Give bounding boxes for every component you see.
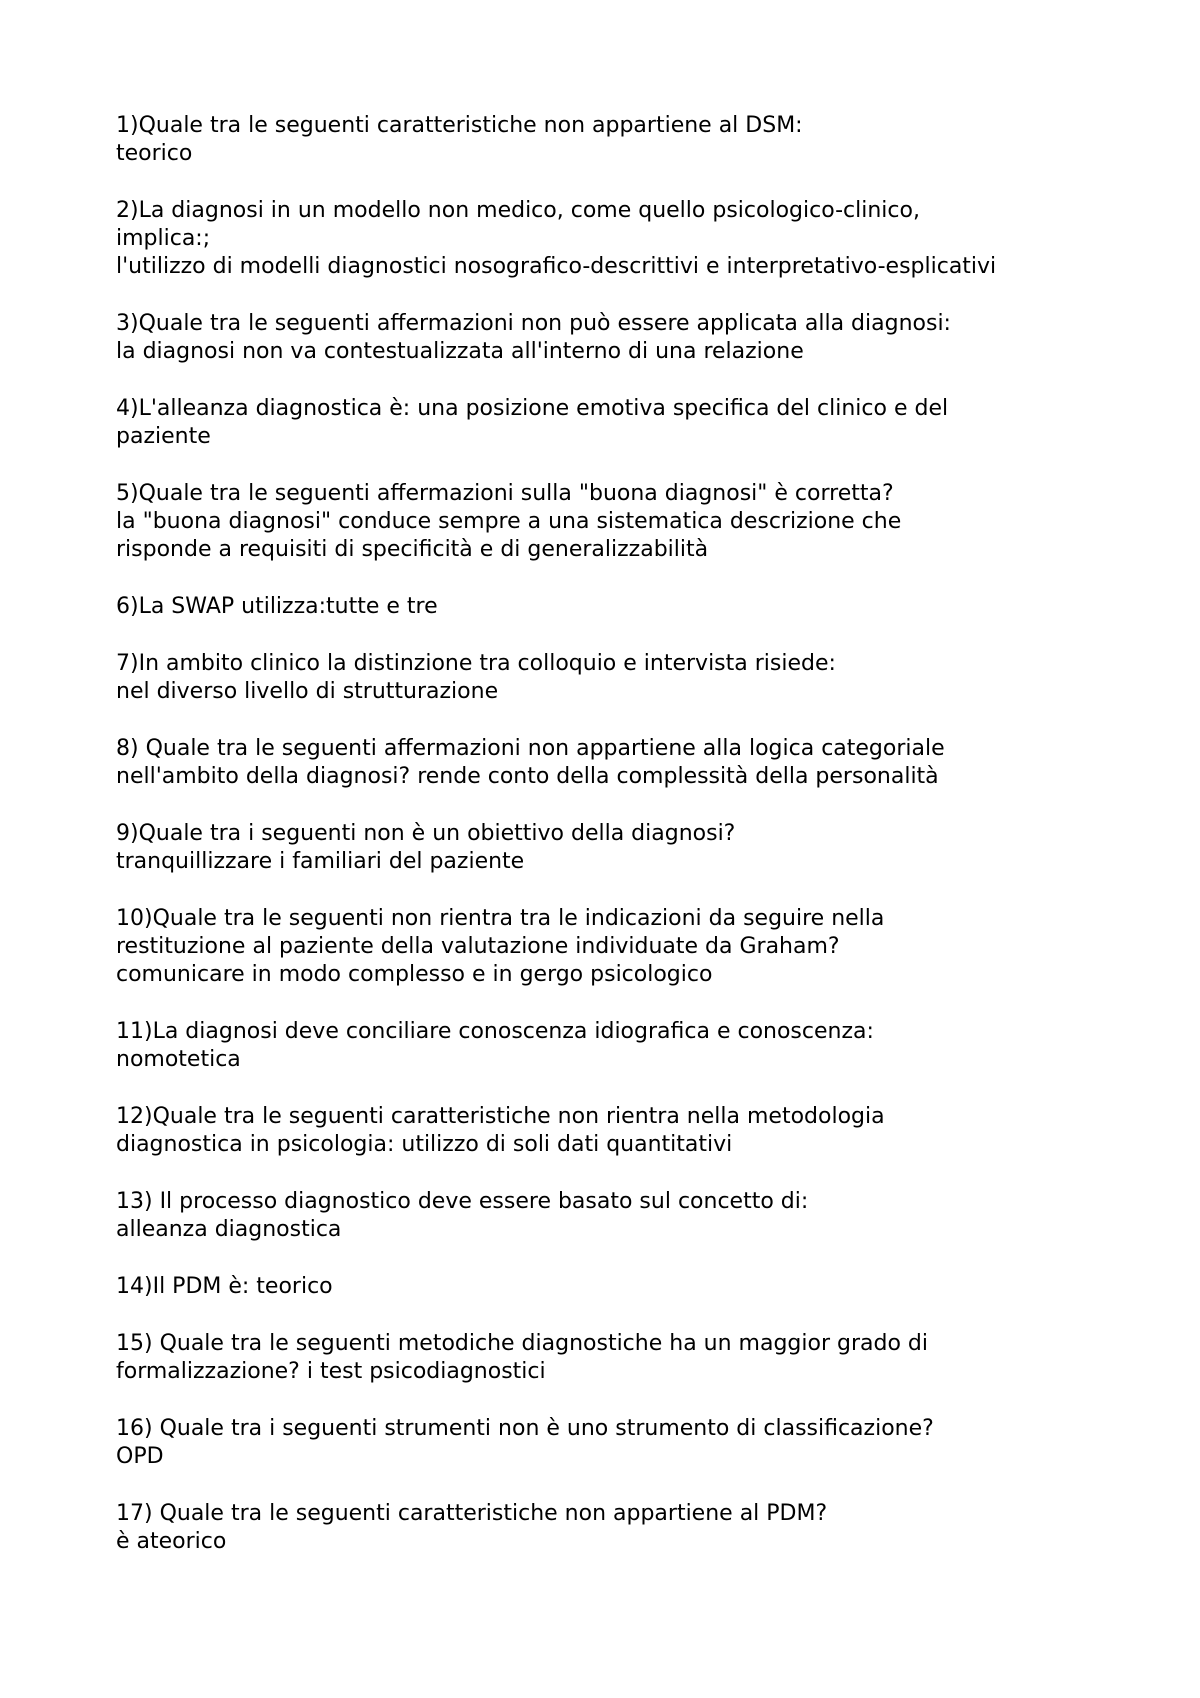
answer-text: comunicare in modo complesso e in gergo psicologico — [116, 962, 713, 987]
question-block — [116, 197, 1116, 281]
answer-text: la "buona diagnosi" conduce sempre a una sistematica descrizione che — [116, 509, 902, 534]
answer-text: restituzione al paziente della valutazione individuate da Graham? — [116, 934, 840, 959]
answer-text: è ateorico — [116, 1529, 227, 1554]
question-block — [116, 593, 1116, 621]
question-text: 10)Quale tra le seguenti non rientra tra le indicazioni da seguire nella — [116, 906, 885, 931]
question-text: 9)Quale tra i seguenti non è un obiettivo della diagnosi? — [116, 821, 736, 846]
answer-text: la diagnosi non va contestualizzata all'interno di una relazione — [116, 339, 804, 364]
question-text: 15) Quale tra le seguenti metodiche diagnostiche ha un maggior grado di — [116, 1331, 928, 1356]
answer-text: implica:; — [116, 226, 211, 251]
question-block — [116, 1018, 1116, 1074]
question-block — [116, 1500, 1116, 1556]
question-block — [116, 820, 1116, 876]
question-text: 14)Il PDM è: teorico — [116, 1274, 333, 1299]
answer-text: alleanza diagnostica — [116, 1217, 342, 1242]
question-text: 6)La SWAP utilizza:tutte e tre — [116, 594, 438, 619]
answer-text: risponde a requisiti di specificità e di generalizzabilità — [116, 537, 709, 562]
question-text: 11)La diagnosi deve conciliare conoscenza idiografica e conoscenza: — [116, 1019, 874, 1044]
question-text: 7)In ambito clinico la distinzione tra colloquio e intervista risiede: — [116, 651, 836, 676]
question-text: 1)Quale tra le seguenti caratteristiche non appartiene al DSM: — [116, 113, 803, 138]
answer-text: paziente — [116, 424, 211, 449]
question-text: 17) Quale tra le seguenti caratteristiche non appartiene al PDM? — [116, 1501, 828, 1526]
question-block — [116, 1103, 1116, 1159]
question-block — [116, 1188, 1116, 1244]
question-block — [116, 395, 1116, 451]
answer-text: nel diverso livello di strutturazione — [116, 679, 499, 704]
question-text: 16) Quale tra i seguenti strumenti non è uno strumento di classificazione? — [116, 1416, 934, 1441]
answer-text: OPD — [116, 1444, 164, 1469]
question-block — [116, 310, 1116, 366]
question-block — [116, 905, 1116, 989]
question-block — [116, 112, 1116, 168]
question-text: 8) Quale tra le seguenti affermazioni non appartiene alla logica categoriale — [116, 736, 945, 761]
answer-text: l'utilizzo di modelli diagnostici nosografico-descrittivi e interpretativo-esplicativi — [116, 254, 997, 279]
question-text: 4)L'alleanza diagnostica è: una posizione emotiva specifica del clinico e del — [116, 396, 949, 421]
question-text: 3)Quale tra le seguenti affermazioni non può essere applicata alla diagnosi: — [116, 311, 951, 336]
answer-text: nomotetica — [116, 1047, 241, 1072]
question-text: 13) Il processo diagnostico deve essere basato sul concetto di: — [116, 1189, 809, 1214]
answer-text: tranquillizzare i familiari del paziente — [116, 849, 525, 874]
document-body — [116, 112, 1116, 1585]
answer-text: nell'ambito della diagnosi? rende conto della complessità della personalità — [116, 764, 939, 789]
question-block — [116, 650, 1116, 706]
question-text: 2)La diagnosi in un modello non medico, come quello psicologico-clinico, — [116, 198, 920, 223]
question-block — [116, 1330, 1116, 1386]
question-text: 5)Quale tra le seguenti affermazioni sulla "buona diagnosi" è corretta? — [116, 481, 894, 506]
question-text: 12)Quale tra le seguenti caratteristiche non rientra nella metodologia — [116, 1104, 885, 1129]
answer-text: formalizzazione? i test psicodiagnostici — [116, 1359, 546, 1384]
answer-text: diagnostica in psicologia: utilizzo di soli dati quantitativi — [116, 1132, 733, 1157]
question-block — [116, 1273, 1116, 1301]
question-block — [116, 1415, 1116, 1471]
answer-text: teorico — [116, 141, 193, 166]
question-block — [116, 735, 1116, 791]
question-block — [116, 480, 1116, 564]
